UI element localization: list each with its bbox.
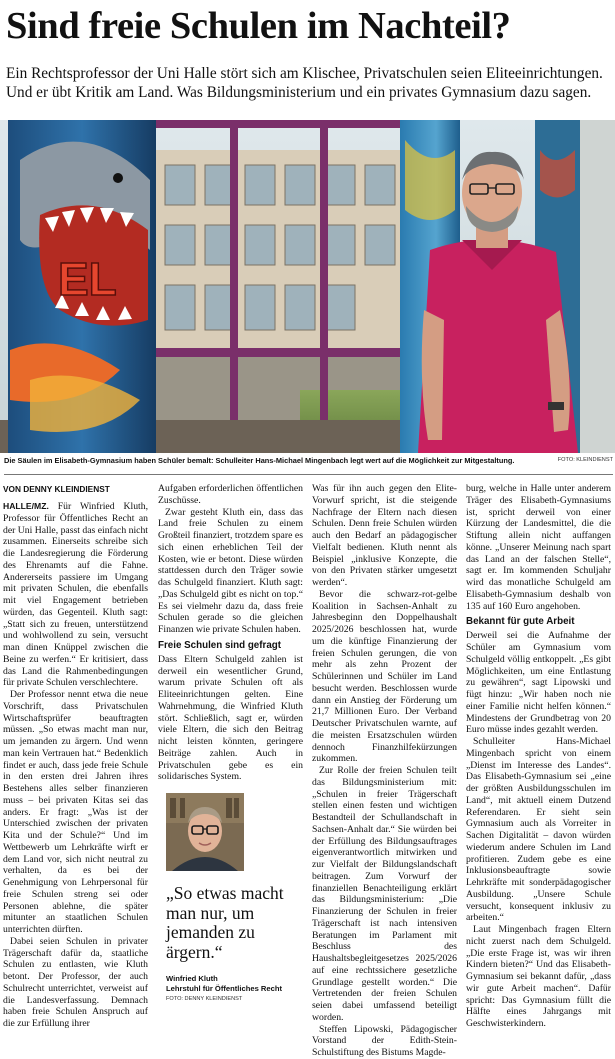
body-paragraph: Laut Mingenbach fragen Eltern nicht zuerst nach dem Schulgeld. „Die erste Frage ist, was wir ihren Kindern bieten?“ Und das Elisabeth-Gymnasium sei bekannt dafür, „dass wir gute Arbeit machen“. Dafür spricht: Das Gymnasium füllt die Hälfte eines Jahrgangs mit Geschwisterkindern. (466, 924, 611, 1029)
body-paragraph: Schulleiter Hans-Michael Mingenbach spricht von einem „Dienst im Interesse des Landes“. Das Elisabeth-Gymnasium sei „eine der größten Ausbildungsschulen im Land“, mit aktuell einem Dutzend Referendaren. Er sieht sein Gymnasium auch als Vorreiter in Sachen Digitalität – davon würden wiederum andere Schulen im Land profitieren. Zudem gebe es eine Inklusionsbeauftragte sowie Lehrkräfte mit sonderpädagogischer Ausbildung. „Unsere Schule versucht, konsequent inklusiv zu arbeiten.“ (466, 736, 611, 924)
quote-author-name: Winfried Kluth (166, 974, 218, 983)
quote-portrait (166, 793, 244, 871)
pull-quote: „So etwas macht man nur, um jemanden zu ärgern.“ (166, 883, 284, 962)
photo-credit: FOTO: KLEINDIENST (557, 457, 613, 463)
text-column-3 (312, 483, 457, 1059)
body-paragraph: Dass Eltern Schulgeld zahlen ist derweil ein wesentlicher Grund, warum private Schulen oft als Eliteeinrichtungen gelten. Eine Wahrnehmung, die Winfried Kluth stört. Schließlich, sagt er, würden viele Eltern, die sich den Beitrag nicht leisten könnten, geringere Beiträge zahlen. Auch in Privatschulen gebe es ein solidarisches System. (158, 653, 303, 783)
body-paragraph: Derweil sei die Aufnahme der Schüler am Gymnasium vom Schulgeld völlig entkoppelt. „Es gibt Möglichkeiten, um eine Entlastung zu gewähren“, sagt Lipowski und fügt hinzu: „Wir haben noch nie einer Familie nicht helfen können.“ Mindestens der Grundbetrag von 20 Euro müsse indes gezahlt werden. (466, 630, 611, 736)
photo-caption-text: Die Säulen im Elisabeth-Gymnasium haben Schüler bemalt: Schulleiter Hans-Michael Mingenbach legt wert auf die Möglichkeit zur Mitgestaltung. (4, 456, 515, 465)
headline: Sind freie Schulen im Nachteil? (6, 5, 511, 47)
body-paragraph: Zwar gesteht Kluth ein, dass das Land freie Schulen zu einem Großteil finanziert, trotzdem spare es sich einen erheblichen Teil der Kosten, wie er betont. Diese würden stattdessen durch den Träger sowie das Schulgeld finanziert. Kluth sagt: „Das Schulgeld gibt es nicht on top.“ Es sei vielmehr dazu da, dass freie Schulen gerade so die gleichen Finanzen wie private Schulen haben. (158, 506, 303, 635)
body-paragraph: Dabei seien Schulen in privater Trägerschaft dafür da, staatliche Schulen zu entlasten, wie Kluth betont. Der Professor, der auch Schulrecht unterrichtet, verweist auf die Landesverfassung. Demnach haben freie Schulen Anspruch auf die zur Erfüllung ihrer (3, 935, 148, 1029)
body-paragraph: Bevor die schwarz-rot-gelbe Koalition in Sachsen-Anhalt zu Jahresbeginn den Doppelhaushalt 2025/2026 beschlossen hat, wurde um die künftige Finanzierung der freien Schulen gerungen, die von mehr als zehn Prozent der Schülerinnen und Schüler im Land besucht werden. Beschlossen wurde dann ein Anstieg der Förderung um 21,7 Millionen Euro. Der Verband Deutscher Privatschulen warnte, auf die meisten Ersatzschulen würden dennoch Finanzhilfekürzungen zukommen. (312, 588, 457, 765)
dateline: HALLE/MZ. (3, 501, 49, 511)
photo-caption (4, 456, 613, 465)
subheading: Bekannt für gute Arbeit (466, 616, 575, 628)
body-paragraph: Für Winfried Kluth, Professor für Öffentliches Recht an der Uni Halle, passt das einfach nicht zusammen. Einerseits schreibe sich die Landesregierung die Förderung des Ehrenamts auf die Fahne. Andererseits passiere im Umgang mit privaten Schulen, die ebenfalls mit viel Engagement betrieben würden, das Gegenteil. Kluth sagt: „Statt sich zu freuen, unterstützend und wohlwollend zu sein, versucht man dinen Knüppel zwischen die Beine zu werfen.“ Er kritisiert, dass das Land die Rahmenbedingungen für private Schulen verschlechtere. (3, 501, 148, 689)
text-column-2 (158, 483, 303, 783)
subheading: Freie Schulen sind gefragt (158, 639, 282, 651)
body-paragraph: burg, welche in Halle unter anderem Träger des Elisabeth-Gymnasiums ist, spricht derweil von einer Kürzung der Landesmittel, die die Stiftung allein nicht auffangen könne. „Unserer Meinung nach spart das Land an der falschen Stelle“, sagt er. Im kommenden Schuljahr wird das monatliche Schulgeld am Elisabeth-Gymnasium deshalb von 135 auf 160 Euro angehoben. (466, 483, 611, 612)
divider (4, 474, 613, 475)
body-paragraph: Steffen Lipowski, Pädagogischer Vorstand der Edith-Stein-Schulstiftung des Bistums Magde- (312, 1023, 457, 1058)
article-photo (0, 120, 615, 453)
text-column-4 (466, 483, 611, 1030)
body-paragraph: Aufgaben erforderlichen öffentlichen Zuschüsse. (158, 483, 303, 506)
body-paragraph: Der Professor nennt etwa die neue Vorschrift, dass Privatschulen Wirtschaftsprüfer beauftragten müssen. „So etwas macht man nur, um jemanden zu ärgern. Und wenn man kein Vertrauen hat.“ Bedenklich findet er auch, dass jede freie Schule in den ersten drei Jahren ihres Bestehens alles selber finanzieren muss – bei privaten Kitas sei das anders. Er fragt: „Was ist der Unterschied zwischen der privaten Kita und der Schule?“ Und im Wettbewerb um Lehrkräfte wirft er dem Land vor, sich nicht neutral zu verhalten, da es bei der Genehmigung von Lehrpersonal für freie Schulen streng sei oder Personen ablehne, die später mitunter an staatlichen Schulen unterrichten dürften. (3, 689, 148, 935)
lead-paragraph: Ein Rechtsprofessor der Uni Halle stört sich am Klischee, Privatschulen seien Eliteeinrichtungen. Und er übt Kritik am Land. Was Bildungsministerium und ein privates Gymnasium dazu sagen. (6, 65, 603, 101)
text-column-1 (3, 483, 148, 1030)
portrait-credit: FOTO: DENNY KLEINDIENST (166, 996, 243, 1002)
quote-author (166, 974, 311, 993)
body-paragraph: Was für ihn auch gegen den Elite-Vorwurf spricht, ist die steigende Nachfrage der Eltern nach diesen Schulen. Denn freie Schulen würden auch den Bedarf an pädagogischer Vielfalt bedienen. Kluth nennt als Beispiel „inklusive Konzepte, die von den Privaten stärker umgesetzt werden“. (312, 483, 457, 588)
byline: VON DENNY KLEINDIENST (3, 484, 110, 494)
body-paragraph: Zur Rolle der freien Schulen teilt das Bildungsministerium mit: „Schulen in freier Trägerschaft stellen einen festen und wichtigen Bestandteil der Schullandschaft in Sachsen-Anhalt dar.“ Sie würden bei der Erfüllung des Bildungsauftrages eigenverantwortlich mitwirken und zur Vielfalt der Bildungslandschaft beitragen. Zum Vorwurf der finanziellen Benachteiligung erklärt das Bildungsministerium: „Die Finanzierung der Schulen in freier Trägerschaft ist nach intensiven Beratungen im Parlament mit Beschluss des Haushaltsbegleitgesetzes 2025/2026 auf eine rechtssichere gesetzliche Grundlage gestellt worden.“ Die Vertretenden der freien Schulen seien dabei umfassend beteiligt worden. (312, 765, 457, 1023)
quote-author-role: Lehrstuhl für Öffentliches Recht (166, 983, 283, 993)
pillar-painted-letters: EL (58, 253, 117, 305)
